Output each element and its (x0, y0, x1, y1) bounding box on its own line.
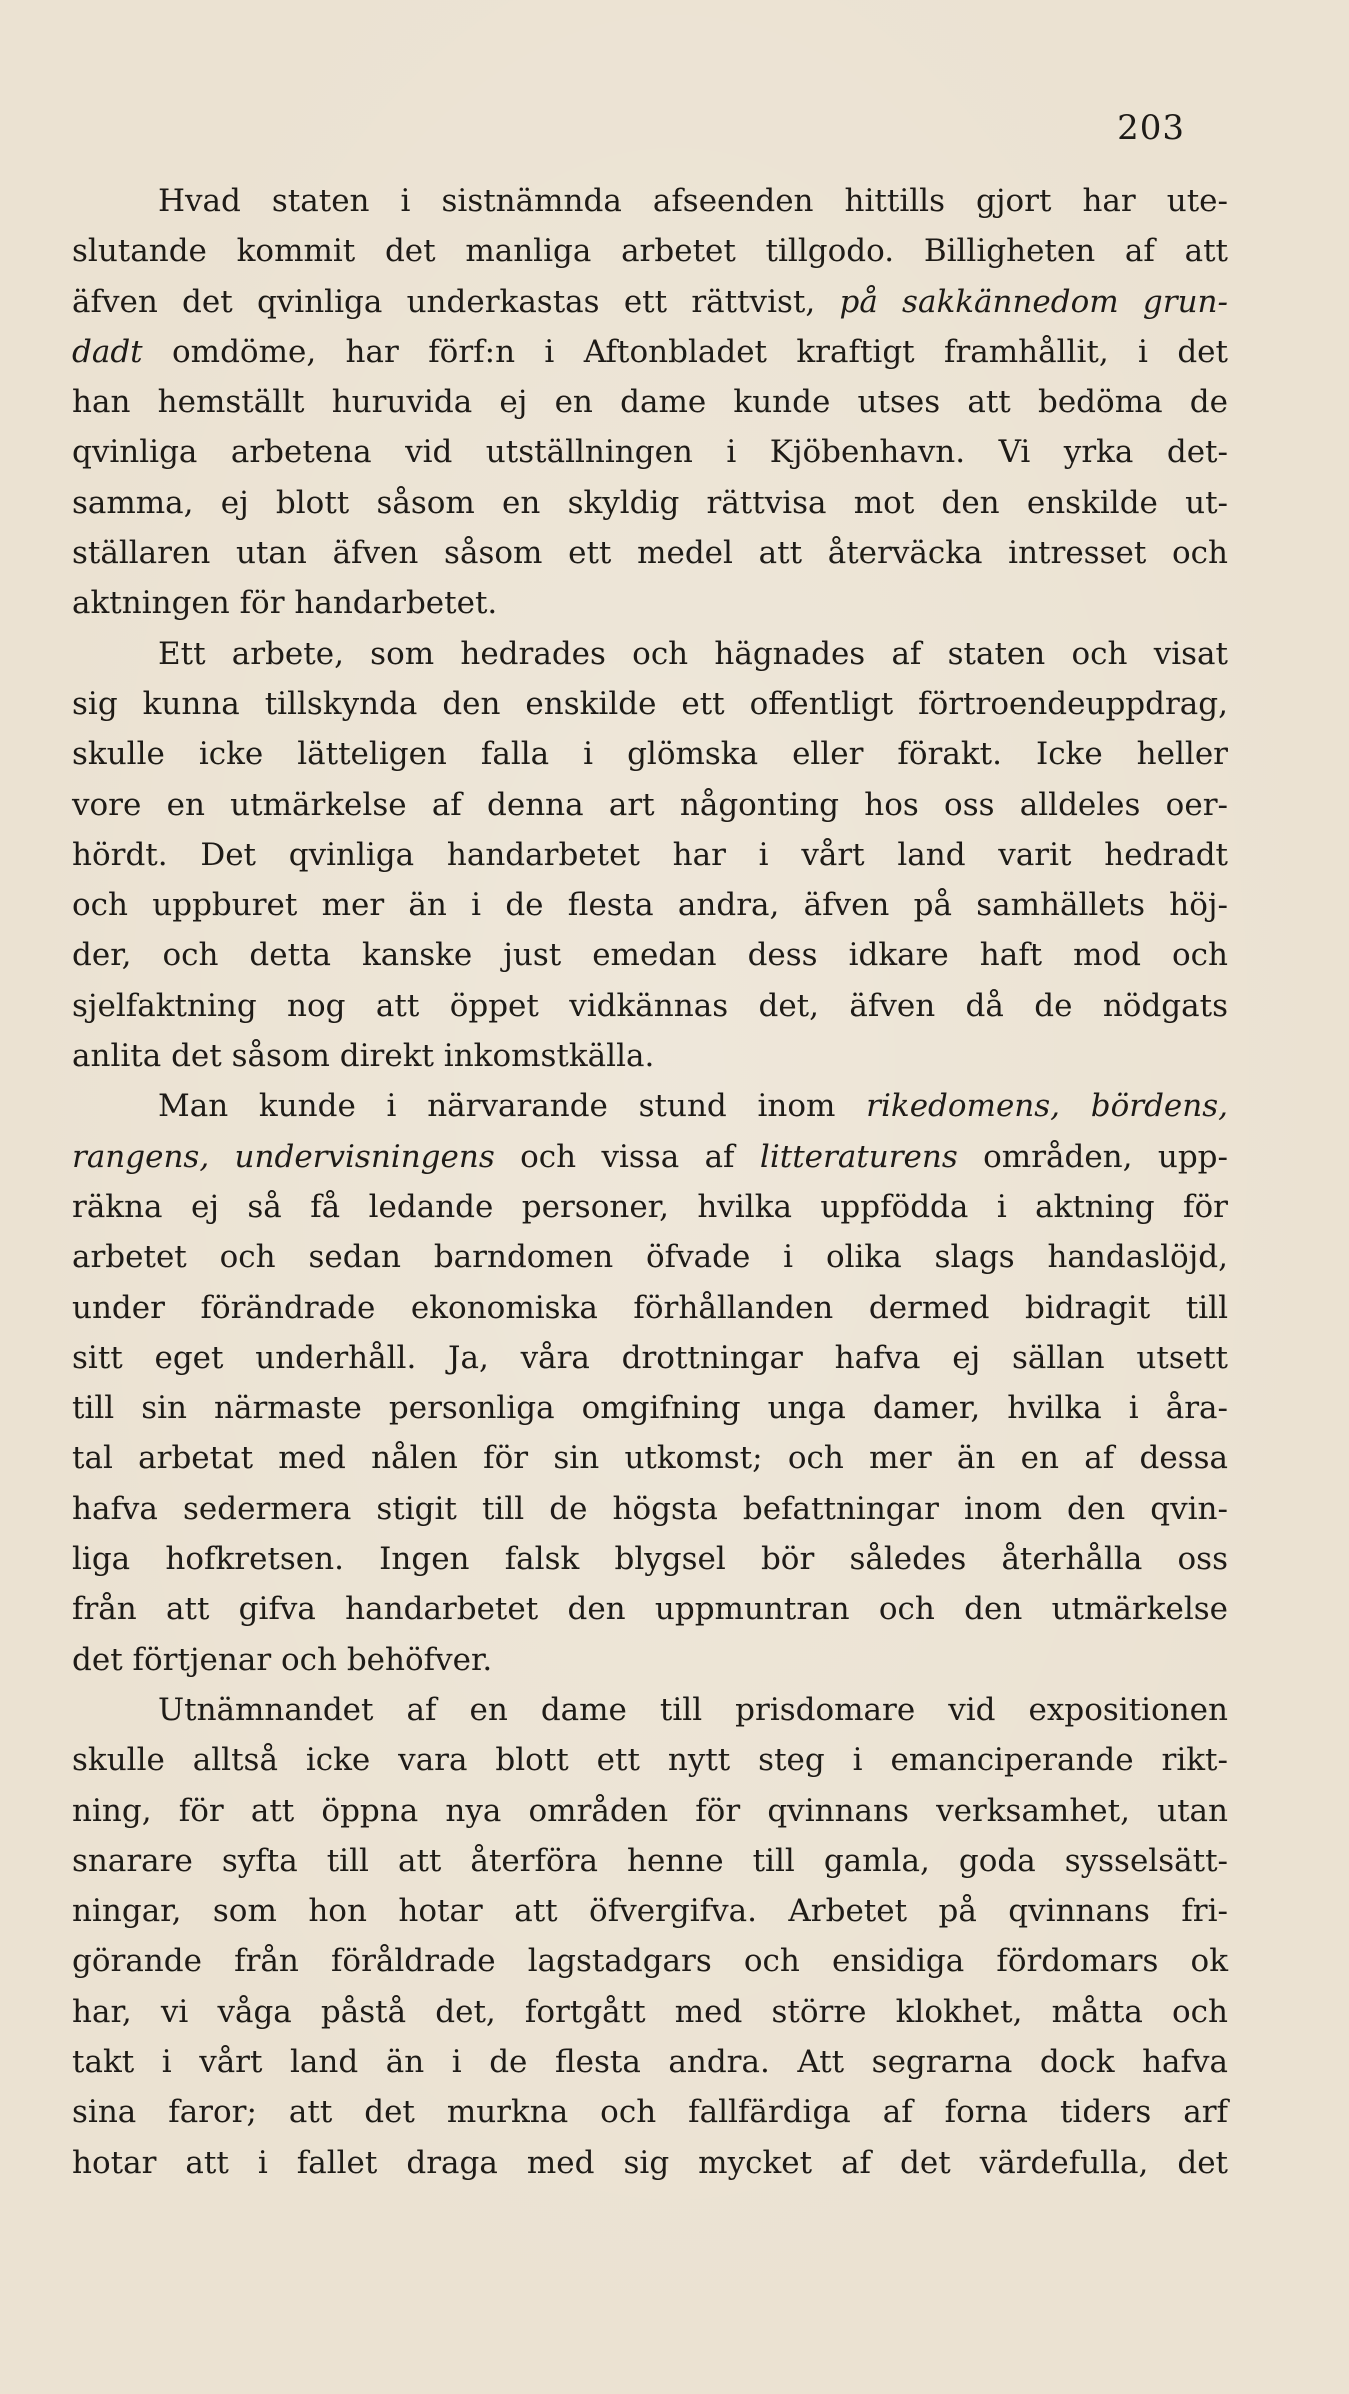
text-line (72, 478, 1228, 528)
text-segment: vore en utmärkelse af denna art någonting hos oss alldeles oer- (72, 786, 1228, 823)
text-segment: tal arbetat med nålen för sin utkomst; och mer än en af dessa (72, 1440, 1228, 1477)
text-line (72, 679, 1228, 729)
text-segment: under förändrade ekonomiska förhållanden dermed bidragit till (72, 1289, 1228, 1326)
text-segment: Man kunde i närvarande stund inom (158, 1088, 867, 1125)
text-line (72, 176, 1228, 226)
page-number: 203 (1117, 108, 1185, 148)
text-segment: till sin närmaste personliga omgifning unga damer, hvilka i åra- (72, 1390, 1228, 1427)
text-line (72, 1735, 1228, 1785)
text-line (72, 1635, 1228, 1685)
text-line (72, 1987, 1228, 2037)
text-line (72, 1786, 1228, 1836)
text-line (72, 528, 1228, 578)
text-segment: hotar att i fallet draga med sig mycket af det värdefulla, det (72, 2144, 1228, 2181)
text-line (72, 1182, 1228, 1232)
italic-text: litteraturens (759, 1138, 958, 1175)
text-segment: räkna ej så få ledande personer, hvilka uppfödda i aktning för (72, 1188, 1228, 1225)
text-line (72, 277, 1228, 327)
text-segment: qvinliga arbetena vid utställningen i Kjöbenhavn. Vi yrka det- (72, 434, 1228, 471)
text-segment: sitt eget underhåll. Ja, våra drottningar hafva ej sällan utsett (72, 1339, 1228, 1376)
text-line (72, 1836, 1228, 1886)
text-line (72, 981, 1228, 1031)
text-segment: takt i vårt land än i de flesta andra. Att segrarna dock hafva (72, 2043, 1228, 2080)
text-segment: anlita det såsom direkt inkomstkälla. (72, 1038, 655, 1075)
italic-text: på sakkännedom grun- (839, 283, 1229, 320)
text-line (72, 2138, 1228, 2188)
text-segment: Utnämnandet af en dame till prisdomare vid expositionen (158, 1691, 1228, 1728)
text-line (72, 327, 1228, 377)
text-line (72, 729, 1228, 779)
text-line (72, 427, 1228, 477)
text-line (72, 930, 1228, 980)
text-line (72, 1886, 1228, 1936)
text-segment: aktningen för handarbetet. (72, 585, 498, 622)
text-segment: och vissa af (494, 1138, 760, 1175)
italic-text: rikedomens, bördens, (866, 1088, 1228, 1125)
text-line (72, 1484, 1228, 1534)
text-line (72, 1685, 1228, 1735)
text-segment: hafva sedermera stigit till de högsta befattningar inom den qvin- (72, 1490, 1228, 1527)
text-line (72, 1031, 1228, 1081)
text-segment: har, vi våga påstå det, fortgått med större klokhet, måtta och (72, 1993, 1228, 2030)
text-line (72, 2087, 1228, 2137)
text-segment: liga hofkretsen. Ingen falsk blygsel bör således återhålla oss (72, 1541, 1228, 1578)
text-line (72, 1081, 1228, 1131)
text-segment: sjelfaktning nog att öppet vidkännas det, äfven då de nödgats (72, 987, 1228, 1024)
text-segment: görande från föråldrade lagstadgars och ensidiga fördomars ok (72, 1943, 1228, 1980)
text-line (72, 1534, 1228, 1584)
text-segment: och uppburet mer än i de flesta andra, äfven på samhällets höj- (72, 887, 1228, 924)
text-segment: arbetet och sedan barndomen öfvade i olika slags handaslöjd, (72, 1239, 1228, 1276)
text-segment: snarare syfta till att återföra henne till gamla, goda sysselsätt- (72, 1842, 1228, 1879)
text-line (72, 377, 1228, 427)
italic-text: rangens, undervisningens (72, 1138, 495, 1175)
text-segment: der, och detta kanske just emedan dess idkare haft mod och (72, 937, 1228, 974)
text-line (72, 629, 1228, 679)
italic-text: dadt (72, 333, 143, 370)
text-segment: äfven det qvinliga underkastas ett rättvist, (72, 283, 840, 320)
text-segment: ningar, som hon hotar att öfvergifva. Arbetet på qvinnans fri- (72, 1893, 1228, 1930)
text-segment: han hemställt huruvida ej en dame kunde utses att bedöma de (72, 384, 1228, 421)
text-line (72, 1584, 1228, 1634)
text-segment: det förtjenar och behöfver. (72, 1641, 493, 1678)
text-line (72, 830, 1228, 880)
text-line (72, 780, 1228, 830)
text-segment: skulle icke lätteligen falla i glömska eller förakt. Icke heller (72, 736, 1228, 773)
text-segment: Hvad staten i sistnämnda afseenden hittills gjort har ute- (158, 183, 1228, 219)
text-segment: Ett arbete, som hedrades och hägnades af staten och visat (158, 635, 1228, 672)
body-text (72, 176, 1228, 2188)
text-line (72, 1333, 1228, 1383)
text-line (72, 2037, 1228, 2087)
text-line (72, 1433, 1228, 1483)
text-segment: omdöme, har förf:n i Aftonbladet kraftigt framhållit, i det (142, 333, 1228, 370)
text-line (72, 880, 1228, 930)
text-segment: slutande kommit det manliga arbetet tillgodo. Billigheten af att (72, 233, 1228, 270)
text-segment: ställaren utan äfven såsom ett medel att återväcka intresset och (72, 535, 1228, 572)
text-segment: samma, ej blott såsom en skyldig rättvisa mot den enskilde ut- (72, 484, 1228, 521)
text-line (72, 1232, 1228, 1282)
text-line (72, 578, 1228, 628)
text-segment: sina faror; att det murkna och fallfärdiga af forna tiders arf (72, 2094, 1228, 2131)
text-segment: från att gifva handarbetet den uppmuntran och den utmärkelse (72, 1591, 1228, 1628)
text-segment: skulle alltså icke vara blott ett nytt steg i emanciperande rikt- (72, 1742, 1228, 1779)
text-segment: sig kunna tillskynda den enskilde ett offentligt förtroendeuppdrag, (72, 685, 1228, 722)
text-line (72, 226, 1228, 276)
text-line (72, 1283, 1228, 1333)
text-line (72, 1132, 1228, 1182)
text-line (72, 1936, 1228, 1986)
text-line (72, 1383, 1228, 1433)
text-segment: ning, för att öppna nya områden för qvinnans verksamhet, utan (72, 1792, 1228, 1829)
text-segment: hördt. Det qvinliga handarbetet har i vårt land varit hedradt (72, 836, 1228, 873)
text-segment: områden, upp- (957, 1138, 1228, 1175)
